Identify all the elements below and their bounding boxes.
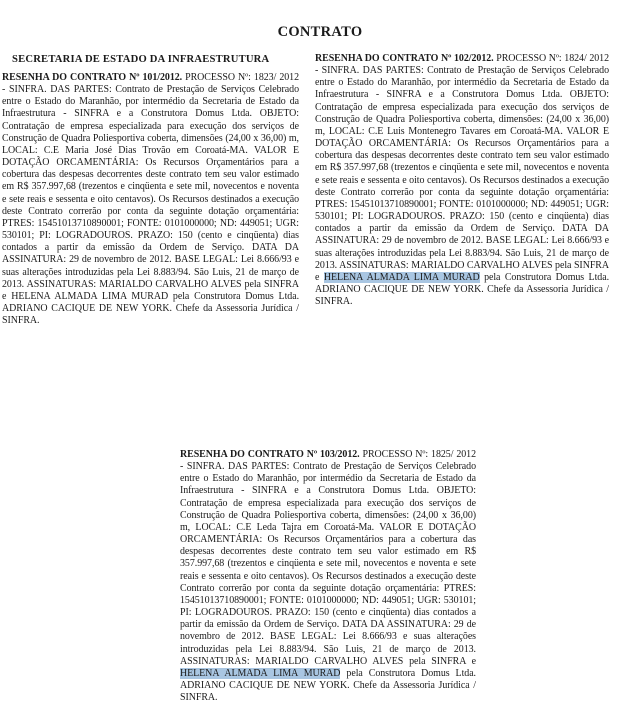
highlighted-signatory[interactable]: HELENA ALMADA LIMA MURAD bbox=[180, 667, 341, 679]
contract-title: RESENHA DO CONTRATO Nº 101/2012. bbox=[2, 72, 183, 83]
contract-body-end: pela Construtora Domus Ltda. ADRIANO CACIQUE DE NEW YORK. Chefe da Assessoria Jurídica / SINFRA. bbox=[180, 667, 476, 704]
contract-title: RESENHA DO CONTRATO Nº 103/2012. bbox=[180, 449, 360, 460]
highlighted-signatory[interactable]: HELENA ALMADA LIMA MURAD bbox=[323, 271, 480, 283]
contract-body-end: HELENA ALMADA LIMA MURAD pela Construtora Domus Ltda. ADRIANO CACIQUE DE NEW YORK. Chefe da Assessoria Jurídica / SINFRA. bbox=[2, 290, 300, 327]
contract-summary-101 bbox=[2, 72, 299, 327]
contract-body: PROCESSO Nº: 1824/ 2012 - SINFRA. DAS PARTES: Contrato de Prestação de Serviços Celebrado entre o Estado do Maranhão, por intermédio da Secretaria de Estado da Infraestrutura - SINFRA e a Construtora Domus Ltda. OBJETO: Contratação de empresa especializada para execução dos serviços de Construção de Quadra Poliesportiva coberta, dimensões: (24,00 x 36,00) m, LOCAL: C.E Luis Montenegro Tavares em Coroatá-MA. VALOR E DOTAÇÃO ORCAMENTÁRIA: Os Recursos Orçamentários para a cobertura das despesas decorrentes deste contrato tem seu valor estimado em R$ 357.997,68 (trezentos e cinqüenta e sete mil, novecentos e noventa e sete reais e sessenta e oito centavos). Os Recursos destinados a execução deste Contrato correrão por conta da seguinte dotação orçamentária: PTRES: 15451013710890001; FONTE: 0101000000; ND: 449051; UGR: 530101; PI: LOGRADOUROS. PRAZO: 150 (cento e cinqüenta) dias contados a partir da emissão da Ordem de Serviço. DATA DA ASSINATURA: 29 de novembro de 2012. BASE LEGAL: Lei 8.666/93 e suas alterações introduzidas pela Lei 8.883/94. São Luis, 21 de março de 2013. ASSINATURAS: MARIALDO CARVALHO ALVES pela SINFRA e bbox=[315, 53, 609, 283]
contract-summary-103 bbox=[180, 449, 476, 704]
department-subheading: SECRETARIA DE ESTADO DA INFRAESTRUTURA bbox=[12, 54, 270, 65]
contract-summary-102 bbox=[315, 53, 609, 308]
contract-title: RESENHA DO CONTRATO Nº 102/2012. bbox=[315, 53, 494, 64]
contract-body: PROCESSO Nº: 1825/ 2012 - SINFRA. DAS PARTES: Contrato de Prestação de Serviços Celebrado entre o Estado do Maranhão, por intermédio da Secretaria de Estado da Infraestrutura - SINFRA e a Construtora Domus Ltda. OBJETO: Contratação de empresa especializada para execução dos serviços de Construção de Quadra Poliesportiva coberta, dimensões: (24,00 x 36,00) m, LOCAL: C.E Leda Tajra em Coroatá-Ma. VALOR E DOTAÇÃO ORCAMENTÁRIA: Os Recursos Orçamentários para a cobertura das despesas decorrentes deste contrato tem seu valor estimado em R$ 357.997,68 (trezentos e cinqüenta e sete mil, novecentos e noventa e sete reais e sessenta e oito centavos). Os Recursos destinados a execução deste Contrato correrão por conta da seguinte dotação orçamentária: PTRES: 15451013710890001; FONTE: 0101000000; ND: 449051; UGR: 530101; PI: LOGRADOUROS. PRAZO: 150 (cento e cinqüenta) dias contados a partir da emissão da Ordem de Serviço. DATA DA ASSINATURA: 29 de novembro de 2012. BASE LEGAL: Lei 8.666/93 e suas alterações introduzidas pela Lei 8.883/94. São Luis, 21 de março de 2013. ASSINATURAS: MARIALDO CARVALHO ALVES pela SINFRA e bbox=[180, 449, 476, 667]
contract-body-end: pela Construtora Domus Ltda. ADRIANO CACIQUE DE NEW YORK. Chefe da Assessoria Jurídica / SINFRA. bbox=[315, 271, 610, 308]
contract-body: PROCESSO Nº: 1823/ 2012 - SINFRA. DAS PARTES: Contrato de Prestação de Serviços Celebrado entre o Estado do Maranhão, por intermédio da Secretaria de Estado da Infraestrutura - SINFRA e a Construtora Domus Ltda. OBJETO: Contratação de empresa especializada para execução dos serviços de Construção de Quadra Poliesportiva coberta, dimensões (24,00 x 36,00) m, LOCAL: C.E Maria José Dias Trovão em Coroatá-MA. VALOR E DOTAÇÃO ORCAMENTÁRIA: Os Recursos Orçamentários para a cobertura das despesas decorrentes deste contrato tem seu valor estimado em R$ 357.997,68 (trezentos e cinqüenta e sete mil, novecentos e noventa e sete reais e sessenta e oito centavos). Os Recursos destinados a execução deste Contrato correrão por conta da seguinte dotação orçamentária: PTRES: 15451013710890001; FONTE: 0101000000; ND: 449051; UGR: 530101; PI: LOGRADOUROS. PRAZO: 150 (cento e cinqüenta) dias contados a partir da emissão da Ordem de Serviço. DATA DA ASSINATURA: 29 de novembro de 2012. BASE LEGAL: Lei 8.666/93 e suas alterações introduzidas pela Lei 8.883/94. São Luis, 21 de março de 2013. ASSINATURAS: MARIALDO CARVALHO ALVES pela SINFRA e bbox=[2, 72, 299, 302]
document-heading: CONTRATO bbox=[277, 24, 363, 40]
